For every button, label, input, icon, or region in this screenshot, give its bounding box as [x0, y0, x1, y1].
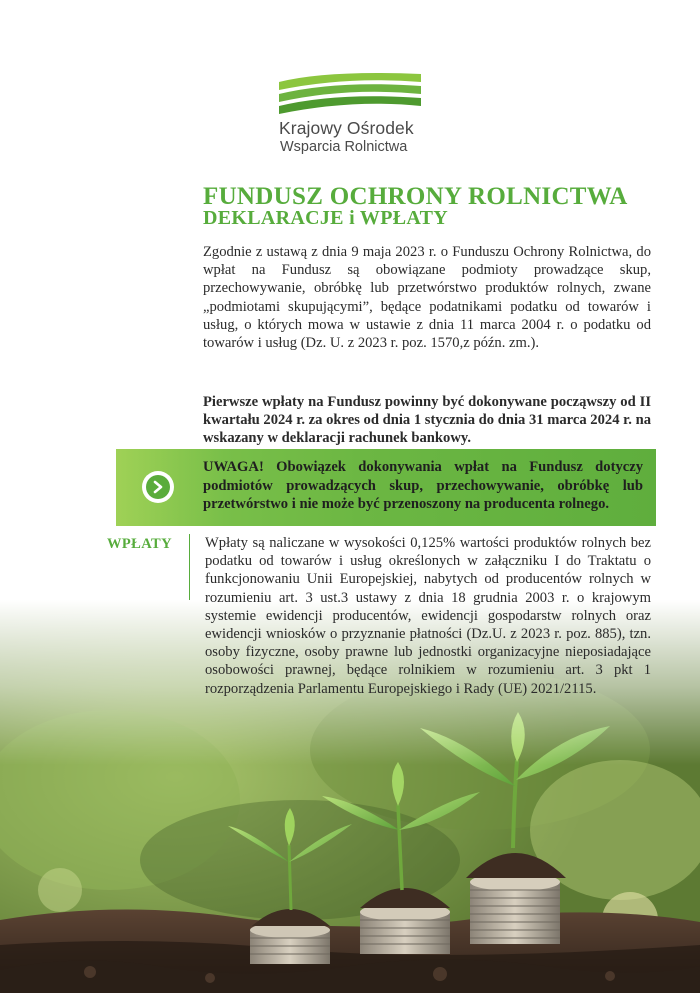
warning-callout-text: UWAGA! Obowiązek dokonywania wpłat na Fundusz dotyczy podmiotów prowadzących skup, przechowywanie, obróbkę lub przetwórstwo i nie może być przenoszony na producenta rolnego. [203, 459, 643, 512]
page-title: FUNDUSZ OCHRONY ROLNICTWA [203, 183, 628, 210]
chevron-right-icon [151, 480, 165, 494]
page-subtitle: DEKLARACJE i WPŁATY [203, 207, 448, 229]
logo-name-line1: Krajowy Ośrodek [279, 118, 414, 138]
callout-badge [142, 471, 174, 503]
intro-paragraph: Zgodnie z ustawą z dnia 9 maja 2023 r. o Funduszu Ochrony Rolnictwa, do wpłat na Fundusz są obowiązane podmioty prowadzące skup, przechowywanie, obróbkę lub przetwórstwo produktów rolnych, zwane „podmiotami skupującymi”, będące podatnikami podatku od towarów i usług, o których mowa w ustawie z dnia 11 marca 2004 r. o podatku od towarów i usług (Dz. U. z 2023 r. poz. 1570,z późn. zm.). [203, 244, 651, 352]
first-payments-paragraph: Pierwsze wpłaty na Fundusz powinny być dokonywane począwszy od II kwartału 2024 r. za okres od dnia 1 stycznia do dnia 31 marca 2024 r. na wskazany w deklaracji rachunek bankowy. [203, 394, 651, 447]
wplaty-paragraph: Wpłaty są naliczane w wysokości 0,125% wartości produktów rolnych bez podatku od towarów i usług określonych w załączniku I do Traktatu o funkcjonowaniu Unii Europejskiej, nabytych od producentów rolnych w rozumieniu art. 3 ust.3 ustawy z dnia 18 grudnia 2003 r. o krajowym systemie ewidencji producentów, ewidencji gospodarstw rolnych oraz ewidencji wniosków o przyznanie płatności (Dz.U. z 2023 r. poz. 885), tzn. osoby fizyczne, osoby prawne lub jednostki organizacyjne nieposiadające osobowości prawnej, będące rolnikiem w rozumieniu art. 3 pkt 1 rozporządzenia Parlamentu Europejskiego i Rady (UE) 2021/2115. [205, 535, 651, 697]
logo-name-line2: Wsparcia Rolnictwa [280, 139, 408, 155]
logo [277, 72, 427, 162]
logo-waves-icon [277, 72, 423, 118]
section-divider [189, 534, 190, 604]
section-label-wplaty: WPŁATY [107, 536, 172, 552]
